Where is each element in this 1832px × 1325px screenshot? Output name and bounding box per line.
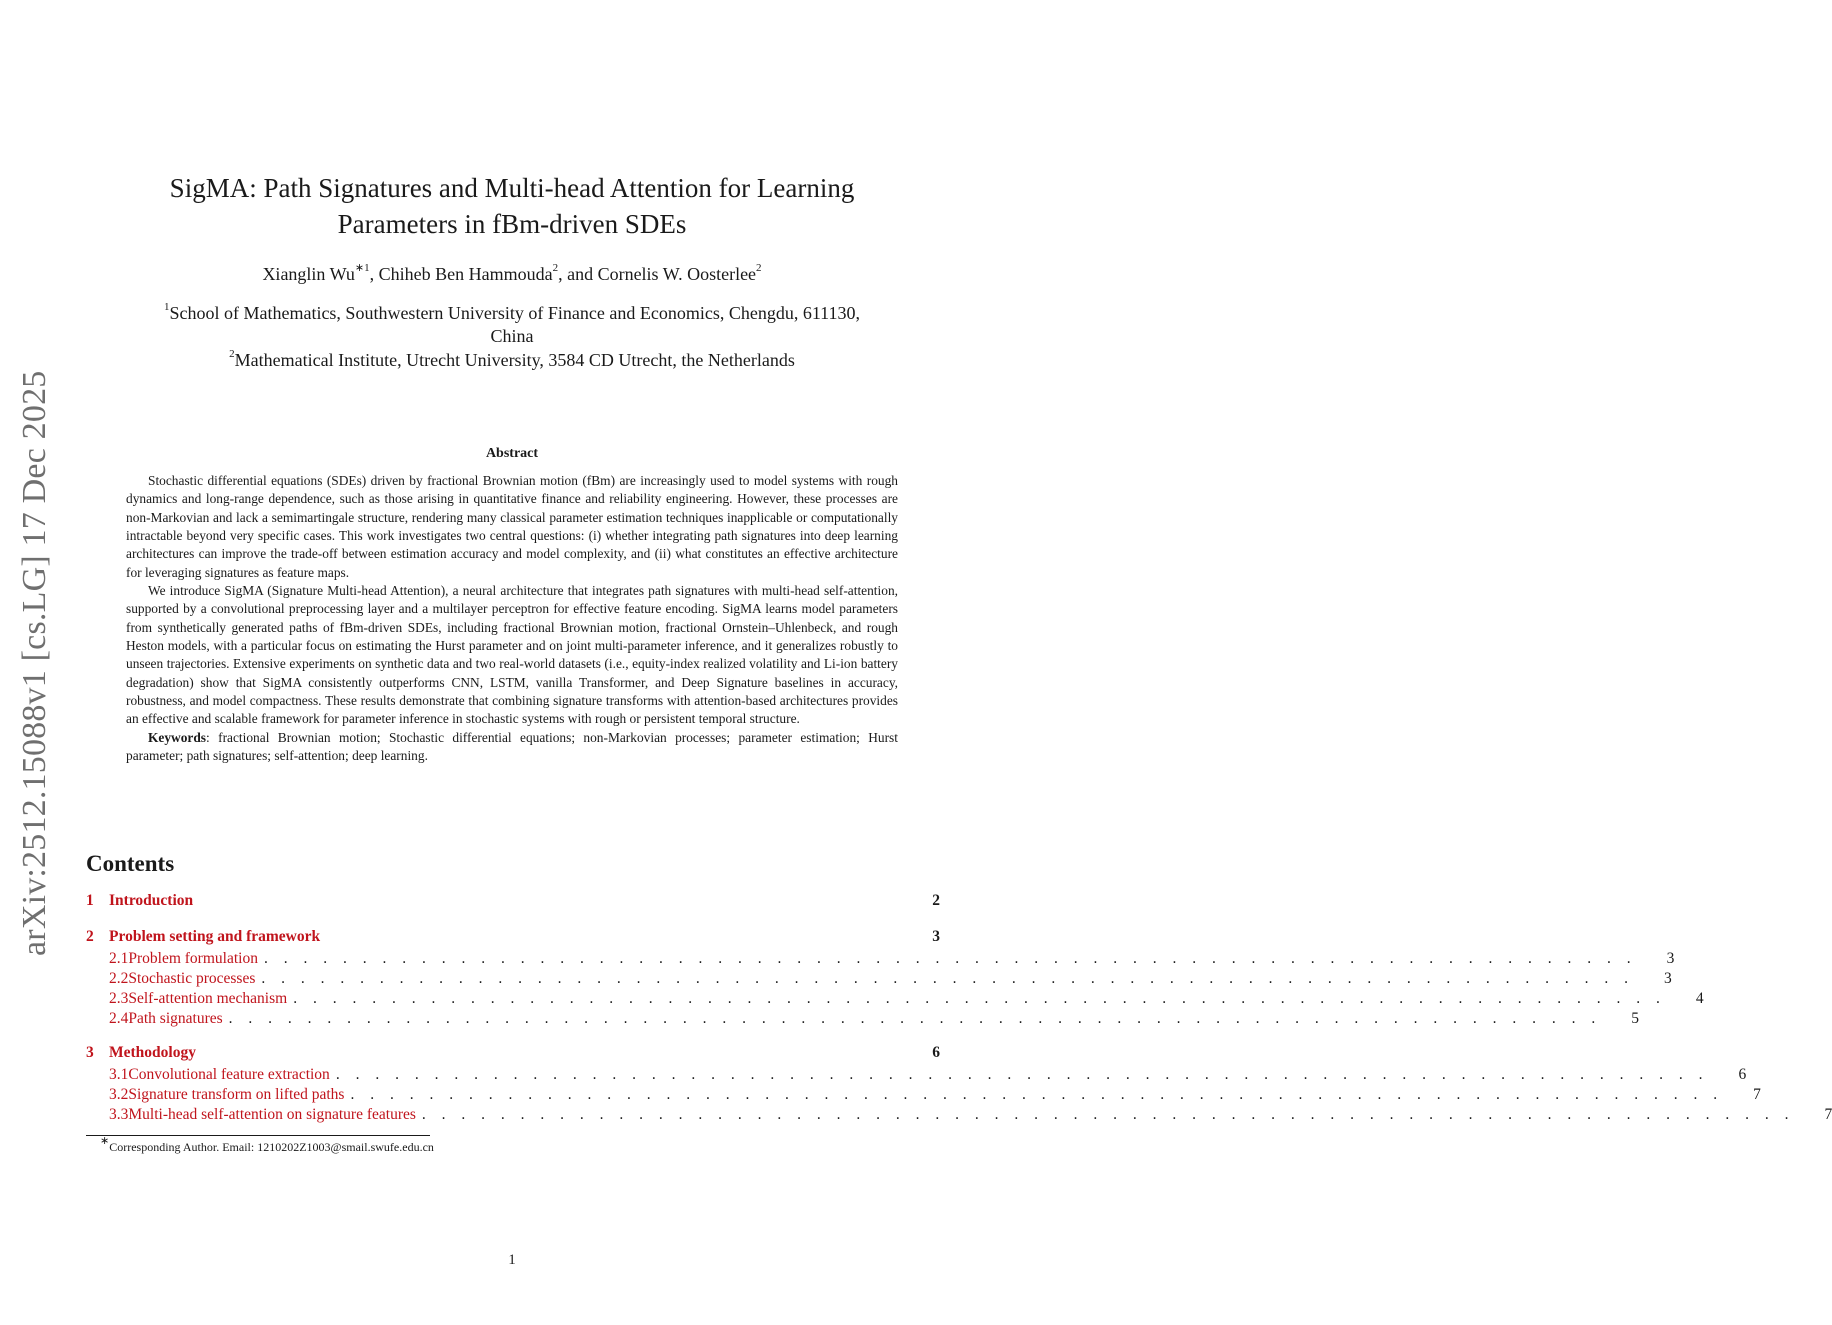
toc-subsection-title[interactable]: Self-attention mechanism (128, 990, 288, 1007)
toc-section-3[interactable] (86, 1044, 940, 1066)
toc-subsection-number: 2.2 (109, 970, 129, 987)
author-1-sup: ∗1 (354, 262, 370, 274)
toc-subsection-title[interactable]: Multi-head self-attention on signature features (128, 1106, 416, 1123)
toc-page-number: 6 (1738, 1066, 1747, 1083)
author-2: , Chiheb Ben Hammouda (369, 264, 553, 284)
toc-leader-dots: . . . . . . . . . . . . . . . . . . . . . . . . . . . . . . . . . . . . . . . . . . . . . . . . . . . . . . . . . . . . . . . . . . . . . . (228, 1010, 1602, 1027)
toc-subsection-number: 2.3 (109, 990, 129, 1007)
author-3: , and Cornelis W. Oosterlee (558, 264, 757, 284)
affiliation-2-sup: 2 (229, 348, 235, 360)
toc-page-number: 3 (932, 928, 940, 945)
toc-subsection-title[interactable]: Problem formulation (128, 950, 258, 967)
footnote-text: Corresponding Author. Email: 1210202Z1003@smail.swufe.edu.cn (109, 1140, 434, 1154)
toc-page-number: 4 (1695, 990, 1704, 1007)
toc-subsection-number: 3.1 (109, 1066, 129, 1083)
toc-leader-dots: . . . . . . . . . . . . . . . . . . . . . . . . . . . . . . . . . . . . . . . . . . . . . . . . . . . . . . . . . . . . . . . . . . . . . . (261, 970, 1634, 987)
affiliation-1-line-1: School of Mathematics, Southwestern University of Finance and Economics, Chengdu, 611130, (169, 303, 861, 323)
footnote-rule (86, 1135, 430, 1136)
toc-page-number: 5 (1631, 1010, 1640, 1027)
keywords-label: Keywords (148, 729, 207, 745)
toc-leader-dots: . . . . . . . . . . . . . . . . . . . . . . . . . . . . . . . . . . . . . . . . . . . . . . . . . . . . . . . . . . . . . . . . . . . . . . (293, 990, 1666, 1007)
toc-section-number: 3 (86, 1044, 94, 1061)
keywords (126, 729, 898, 766)
toc-subsection-3-1[interactable] (86, 1066, 1747, 1086)
toc-subsection-2-4[interactable] (86, 1010, 1640, 1030)
toc-section-number: 2 (86, 928, 94, 945)
affiliation-1 (100, 302, 924, 348)
author-2-sup: 2 (552, 262, 559, 274)
toc-section-title[interactable]: Problem setting and framework (109, 928, 321, 945)
toc-subsection-3-3[interactable] (86, 1106, 1832, 1126)
toc-leader-dots: . . . . . . . . . . . . . . . . . . . . . . . . . . . . . . . . . . . . . . . . . . . . . . . . . . . . . . . . . . . . . . . . . . . . . . (350, 1086, 1724, 1103)
footnote-mark: ∗ (100, 1135, 110, 1147)
toc-subsection-3-2[interactable] (86, 1086, 1761, 1106)
affiliation-1-sup: 1 (163, 301, 170, 313)
affiliation-1-line-2: China (490, 326, 534, 346)
table-of-contents (86, 892, 1832, 1126)
title-line-2: Parameters in fBm-driven SDEs (337, 209, 687, 239)
toc-section-1[interactable] (86, 892, 940, 914)
toc-subsection-number: 3.3 (109, 1106, 129, 1123)
toc-section-number: 1 (86, 892, 94, 909)
toc-page-number: 3 (1663, 970, 1672, 987)
title-line-1: SigMA: Path Signatures and Multi-head Attention for Learning (169, 173, 855, 203)
affiliation-2 (100, 349, 924, 372)
page-number: 1 (508, 1252, 516, 1268)
toc-page-number: 6 (932, 1044, 940, 1061)
toc-subsection-number: 2.1 (109, 950, 129, 967)
toc-page-number: 7 (1824, 1106, 1832, 1123)
toc-subsection-title[interactable]: Stochastic processes (128, 970, 256, 987)
abstract-heading: Abstract (485, 446, 539, 461)
abstract-paragraph-1: Stochastic differential equations (SDEs) driven by fractional Brownian motion (fBm) are increasingly used to model systems with rough dynamics and long-range dependence, such as those arising in quantitative finance and reliability engineering. However, these processes are non-Markovian and lack a semimartingale structure, rendering many classical parameter estimation techniques inapplicable or computationally intractable beyond very specific cases. This work investigates two central questions: (i) whether integrating path signatures into deep learning architectures can improve the trade-off between estimation accuracy and model complexity, and (ii) what constitutes an effective architecture for leveraging signatures as feature maps. (126, 473, 898, 580)
arxiv-stamp: arXiv:2512.15088v1 [cs.LG] 17 Dec 2025 (16, 370, 53, 956)
contents-heading: Contents (86, 851, 175, 876)
toc-section-title[interactable]: Methodology (109, 1044, 196, 1061)
toc-page-number: 7 (1753, 1086, 1761, 1103)
author-list (112, 262, 912, 286)
toc-leader-dots: . . . . . . . . . . . . . . . . . . . . . . . . . . . . . . . . . . . . . . . . . . . . . . . . . . . . . . . . . . . . . . . . . . . . . . (335, 1066, 1709, 1083)
author-3-sup: 2 (756, 262, 762, 274)
toc-subsection-number: 3.2 (109, 1086, 129, 1103)
paper-title (112, 170, 912, 242)
toc-page-number: 2 (932, 892, 940, 909)
toc-leader-dots: . . . . . . . . . . . . . . . . . . . . . . . . . . . . . . . . . . . . . . . . . . . . . . . . . . . . . . . . . . . . . . . . . . . . . . (263, 950, 1637, 967)
keywords-text: : fractional Brownian motion; Stochastic differential equations; non-Markovian processes; parameter estimation; Hurst parameter; path signatures; self-attention; deep learning. (126, 729, 898, 764)
toc-subsection-2-3[interactable] (86, 990, 1704, 1010)
toc-subsection-2-2[interactable] (86, 970, 1672, 990)
toc-section-2[interactable] (86, 928, 940, 950)
toc-subsection-title[interactable]: Convolutional feature extraction (128, 1066, 330, 1083)
toc-section-title[interactable]: Introduction (109, 892, 194, 909)
toc-leader-dots: . . . . . . . . . . . . . . . . . . . . . . . . . . . . . . . . . . . . . . . . . . . . . . . . . . . . . . . . . . . . . . . . . . . . . . (421, 1106, 1795, 1123)
toc-subsection-number: 2.4 (109, 1010, 129, 1027)
toc-subsection-title[interactable]: Signature transform on lifted paths (128, 1086, 345, 1103)
footnote (100, 1135, 434, 1155)
toc-subsection-2-1[interactable] (86, 950, 1675, 970)
toc-subsection-title[interactable]: Path signatures (128, 1010, 223, 1027)
affiliation-2-text: Mathematical Institute, Utrecht University, 3584 CD Utrecht, the Netherlands (234, 350, 795, 370)
author-1: Xianglin Wu (262, 264, 355, 284)
abstract-paragraph-2: We introduce SigMA (Signature Multi-head Attention), a neural architecture that integrates path signatures with multi-head self-attention, supported by a convolutional preprocessing layer and a multilayer perceptron for effective feature encoding. SigMA learns model parameters from synthetically generated paths of fBm-driven SDEs, including fractional Brownian motion, fractional Ornstein–Uhlenbeck, and rough Heston models, with a particular focus on estimating the Hurst parameter and on joint multi-parameter inference, and it generalizes robustly to unseen trajectories. Extensive experiments on synthetic data and two real-world datasets (i.e., equity-index realized volatility and Li-ion battery degradation) show that SigMA consistently outperforms CNN, LSTM, vanilla Transformer, and Deep Signature baselines in accuracy, robustness, and model compactness. These results demonstrate that combining signature transforms with attention-based architectures provides an effective and scalable framework for parameter inference in stochastic systems with rough or persistent temporal structure. (126, 583, 898, 727)
toc-page-number: 3 (1666, 950, 1675, 967)
abstract-body (126, 472, 898, 766)
